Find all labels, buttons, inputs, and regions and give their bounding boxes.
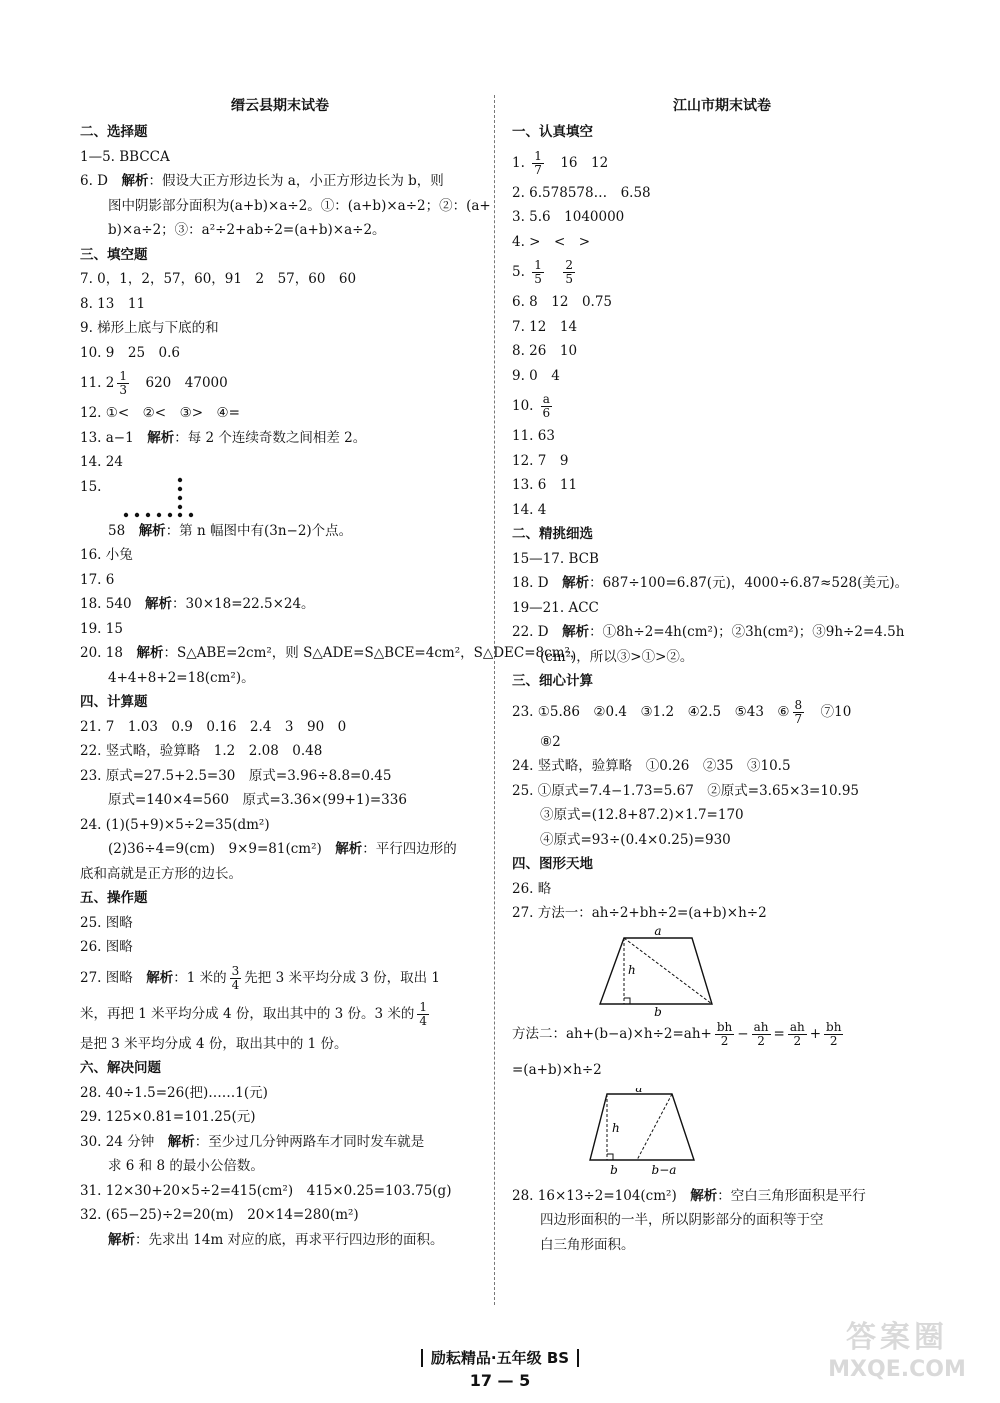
answer-line: 22. 竖式略，验算略 1.2 2.08 0.48 <box>80 743 323 759</box>
answer-text: 6. D <box>80 173 108 189</box>
operator: − <box>737 1025 749 1042</box>
denominator: 3 <box>119 383 127 397</box>
answer-line: 求 6 和 8 的最小公倍数。 <box>108 1158 264 1174</box>
denominator: 2 <box>829 1033 838 1048</box>
fraction <box>417 1001 429 1028</box>
right-angle-mark <box>607 1154 613 1160</box>
operator: + <box>809 1025 822 1042</box>
answer-line <box>80 519 480 544</box>
answer-line: 16. 小兔 <box>80 547 133 563</box>
split-line <box>637 1094 672 1160</box>
section-heading: 二、选择题 <box>80 124 148 140</box>
answer-line: ④原式=93÷(0.4×0.25)=930 <box>540 831 731 848</box>
page-number: 17 — 5 <box>469 1371 531 1390</box>
fraction <box>117 370 129 397</box>
trapezoid-shape <box>590 1094 694 1160</box>
answer-line: 白三角形面积。 <box>540 1236 635 1253</box>
answer-line: 图中阴影部分面积为(a+b)×a÷2。①：(a+b)×a÷2；②：(a+ <box>108 197 491 214</box>
answer-text: ：1 米的 <box>173 969 227 986</box>
answer-line <box>512 620 932 645</box>
operator: = <box>773 1025 785 1042</box>
answer-line: 23. 原式=27.5+2.5=30 原式=3.96÷8.8=0.45 <box>80 767 392 784</box>
fraction <box>230 965 242 992</box>
answer-text: 10. <box>512 398 534 414</box>
trapezoid-figure-1 <box>512 926 932 1016</box>
analysis-label: 解析 <box>121 173 149 189</box>
numerator: ah <box>753 1019 769 1034</box>
diagonal-line <box>624 938 712 1004</box>
numerator: 1 <box>534 148 542 163</box>
column-divider <box>494 95 495 1305</box>
denominator: 7 <box>794 711 803 726</box>
analysis-label: 解析 <box>147 429 175 446</box>
answer-line: 25. 图略 <box>80 914 133 931</box>
answer-line <box>512 1184 932 1209</box>
label-b-minus-a: b−a <box>651 1162 677 1177</box>
denominator: 6 <box>542 406 551 420</box>
watermark-text: 答案圈 <box>846 1320 948 1355</box>
answer-line <box>80 1130 480 1155</box>
trapezoid-shape <box>600 938 712 1004</box>
answer-line: 4. > < > <box>512 233 591 250</box>
right-angle-mark <box>624 998 630 1004</box>
answer-line: 24. (1)(5+9)×5÷2=35(dm²) <box>80 816 270 833</box>
fraction <box>532 150 544 177</box>
answer-line <box>80 169 480 194</box>
fraction <box>788 1021 807 1048</box>
analysis-label: 解析 <box>146 969 174 986</box>
answer-text: ：S△ABE=2cm²，则 S△ADE=S△BCE=4cm²，S△DEC=8cm²， <box>163 645 584 661</box>
fraction <box>793 699 805 726</box>
answer-text: 22. D <box>512 624 563 640</box>
fraction <box>532 259 544 286</box>
denominator: 2 <box>720 1033 729 1048</box>
answer-line: 8. 13 11 <box>80 295 146 312</box>
answer-line <box>512 694 932 730</box>
answer-line <box>80 365 480 401</box>
denominator: 4 <box>231 977 240 992</box>
right-title: 江山市期末试卷 <box>673 98 771 114</box>
answer-text: 20. 18 <box>80 645 137 661</box>
answer-text: ⑦10 <box>820 703 852 720</box>
right-column <box>512 92 932 1257</box>
trapezoid-figure-2 <box>512 1088 932 1178</box>
section-heading: 五、操作题 <box>80 890 148 906</box>
section-heading: 四、计算题 <box>80 694 148 710</box>
denominator: 5 <box>565 272 573 286</box>
answer-text: 11. 2 <box>80 375 115 391</box>
answer-text: ：空白三角形面积是平行 <box>717 1187 866 1204</box>
analysis-label: 解析 <box>138 522 166 539</box>
answer-text: (2)36÷4=9(cm) 9×9=81(cm²) <box>108 841 336 857</box>
label-a: a <box>654 925 662 938</box>
numerator: 2 <box>565 258 573 272</box>
answer-line: 14. 4 <box>512 501 547 518</box>
answer-text: 方法二：ah+(b−a)×h÷2=ah+ <box>512 1025 712 1042</box>
denominator: 2 <box>757 1033 765 1048</box>
numerator: 3 <box>231 963 240 978</box>
answer-text: 16 12 <box>560 154 609 171</box>
answer-text: ：30×18=22.5×24。 <box>172 596 315 612</box>
answer-line: 底和高就是正方形的边长。 <box>80 865 242 882</box>
numerator: a <box>542 392 550 406</box>
watermark-url: MXQE.COM <box>828 1357 966 1382</box>
numerator: ah <box>789 1019 805 1034</box>
denominator: 2 <box>793 1033 802 1048</box>
analysis-label: 解析 <box>690 1187 718 1204</box>
answer-line: 9. 0 4 <box>512 367 560 384</box>
answer-text: 28. 16×13÷2=104(cm²) <box>512 1187 691 1204</box>
fraction <box>752 1021 771 1048</box>
answer-text: ：①8h÷2=4h(cm²)；②3h(cm²)；③9h÷2=4.5h <box>589 624 905 640</box>
answer-line: 四边形面积的一半，所以阴影部分的面积等于空 <box>540 1212 824 1228</box>
answer-text: 18. D <box>512 575 563 591</box>
answer-line: 1—5. BBCCA <box>80 148 170 165</box>
numerator: 1 <box>419 999 428 1014</box>
answer-line <box>512 388 932 424</box>
left-title: 缙云县期末试卷 <box>231 98 329 114</box>
answer-text: ：假设大正方形边长为 a，小正方形边长为 b，则 <box>148 173 444 189</box>
answer-text: ：平行四边形的 <box>362 841 457 857</box>
answer-line: 19—21. ACC <box>512 599 599 616</box>
answer-line: 31. 12×30+20×5÷2=415(cm²) 415×0.25=103.75(g) <box>80 1182 452 1199</box>
analysis-label: 解析 <box>145 596 173 612</box>
answer-line: 28. 40÷1.5=26(把)……1(元) <box>80 1084 268 1101</box>
analysis-label: 解析 <box>562 624 590 640</box>
analysis-label: 解析 <box>167 1133 195 1150</box>
answer-line: 原式=140×4=560 原式=3.36×(99+1)=336 <box>108 792 407 808</box>
label-b: b <box>610 1162 618 1177</box>
answer-line: 21. 7 1.03 0.9 0.16 2.4 3 90 0 <box>80 718 347 735</box>
answer-line <box>512 145 932 181</box>
fraction <box>715 1021 734 1048</box>
label-h: h <box>612 1120 620 1135</box>
answer-text: 58 <box>108 522 139 539</box>
dot-figure-row <box>80 475 480 519</box>
answer-line <box>80 426 480 451</box>
answer-line: 24. 竖式略，验算略 ①0.26 ②35 ③10.5 <box>512 758 791 774</box>
answer-line: 7. 12 14 <box>512 318 578 335</box>
answer-line <box>512 254 932 290</box>
answer-line: 19. 15 <box>80 620 123 637</box>
answer-line: 25. ①原式=7.4−1.73=5.67 ②原式=3.65×3=10.95 <box>512 782 860 799</box>
answer-text: ：687÷100=6.87(元)，4000÷6.87≈528(美元)。 <box>589 575 909 591</box>
numerator: 1 <box>534 258 542 272</box>
analysis-label: 解析 <box>136 645 164 661</box>
answer-line: (cm²)，所以③>①>②。 <box>540 648 694 665</box>
section-heading: 一、认真填空 <box>512 124 593 140</box>
answer-line: 15—17. BCB <box>512 550 599 567</box>
answer-line: 17. 6 <box>80 571 115 588</box>
answer-line: 6. 8 12 0.75 <box>512 294 612 310</box>
answer-line: 29. 125×0.81=101.25(元) <box>80 1109 256 1125</box>
denominator: 7 <box>534 162 542 177</box>
answer-text: 13. a−1 <box>80 429 148 446</box>
answer-line <box>80 592 480 617</box>
answer-line: 7. 0，1，2，57，60，91 2 57，60 60 <box>80 271 357 287</box>
answer-text: 米，再把 1 米平均分成 4 份，取出其中的 3 份。3 米的 <box>80 1005 415 1022</box>
analysis-label: 解析 <box>335 841 363 857</box>
answer-line <box>512 571 932 596</box>
answer-text: 620 47000 <box>132 375 228 391</box>
answer-line <box>80 996 480 1032</box>
answer-text: 先把 3 米平均分成 3 份，取出 1 <box>244 969 441 986</box>
numerator: bh <box>826 1019 842 1034</box>
denominator: 5 <box>534 272 542 286</box>
answer-line: 10. 9 25 0.6 <box>80 344 180 361</box>
answer-line: 4+4+8+2=18(cm²)。 <box>108 669 255 686</box>
brand-label: 励耘精品·五年级 BS <box>421 1349 579 1367</box>
answer-text: 27. 图略 <box>80 969 147 986</box>
answer-line: 9. 梯形上底与下底的和 <box>80 320 219 336</box>
answer-line: 26. 略 <box>512 880 552 897</box>
answer-text: ：至少过几分钟两路车才同时发车就是 <box>194 1133 425 1150</box>
answer-line: 2. 6.578578… 6.58 <box>512 184 651 201</box>
analysis-label: 解析 <box>108 1231 135 1248</box>
answer-line: b)×a÷2；③：a²÷2+ab÷2=(a+b)×a÷2。 <box>108 222 386 238</box>
answer-line: ⑧2 <box>540 733 561 750</box>
answer-line <box>80 837 480 862</box>
trapezoid-diagram <box>512 926 932 1016</box>
answer-line: 8. 26 10 <box>512 343 578 359</box>
fraction <box>563 259 575 286</box>
answer-text: 18. 540 <box>80 596 146 612</box>
section-heading: 三、细心计算 <box>512 673 593 689</box>
answer-line <box>512 1016 932 1052</box>
analysis-label: 解析 <box>562 575 590 591</box>
answer-text: 5. <box>512 264 525 280</box>
answer-line: 3. 5.6 1040000 <box>512 209 625 225</box>
answer-text: 23. ①5.86 ②0.4 ③1.2 ④2.5 ⑤43 ⑥ <box>512 703 790 720</box>
answer-text: 1. <box>512 154 525 171</box>
denominator: 4 <box>419 1013 428 1028</box>
label-b: b <box>654 1004 662 1016</box>
answer-line: 11. 63 <box>512 428 555 444</box>
answer-text: ：每 2 个连续奇数之间相差 2。 <box>174 429 367 446</box>
dot-pattern-figure <box>110 475 200 519</box>
label-a: a <box>635 1087 643 1095</box>
label-h: h <box>628 962 636 977</box>
answer-line: 12. 7 9 <box>512 452 569 469</box>
answer-line: 27. 方法一：ah÷2+bh÷2=(a+b)×h÷2 <box>512 905 767 921</box>
answer-line: 14. 24 <box>80 454 123 470</box>
section-heading: 四、图形天地 <box>512 856 593 872</box>
answer-line: 13. 6 11 <box>512 477 578 493</box>
answer-line <box>80 1228 480 1253</box>
numerator: 1 <box>119 369 127 383</box>
answer-line: 是把 3 米平均分成 4 份，取出其中的 1 份。 <box>80 1035 348 1052</box>
answer-text: 30. 24 分钟 <box>80 1133 168 1150</box>
answer-text: 15. <box>80 478 102 495</box>
answer-text: ：第 n 幅图中有(3n−2)个点。 <box>165 522 353 539</box>
numerator: 8 <box>794 697 803 712</box>
answer-line: ③原式=(12.8+87.2)×1.7=170 <box>540 807 744 823</box>
fraction <box>824 1021 843 1048</box>
section-heading: 二、精挑细选 <box>512 526 593 542</box>
answer-line: 26. 图略 <box>80 939 133 955</box>
trapezoid-diagram-2 <box>512 1088 932 1178</box>
answer-line: =(a+b)×h÷2 <box>512 1061 602 1078</box>
fraction <box>541 393 552 420</box>
section-heading: 三、填空题 <box>80 246 148 263</box>
watermark <box>812 1319 982 1389</box>
answer-text: ：先求出 14m 对应的底，再求平行四边形的面积。 <box>135 1231 444 1248</box>
answer-line: 32. (65−25)÷2=20(m) 20×14=280(m²) <box>80 1207 359 1223</box>
answer-line <box>80 960 480 996</box>
answer-line <box>80 641 584 666</box>
numerator: bh <box>716 1019 733 1034</box>
section-heading: 六、解决问题 <box>80 1060 161 1076</box>
answer-line: 12. ①< ②< ③> ④= <box>80 405 240 421</box>
